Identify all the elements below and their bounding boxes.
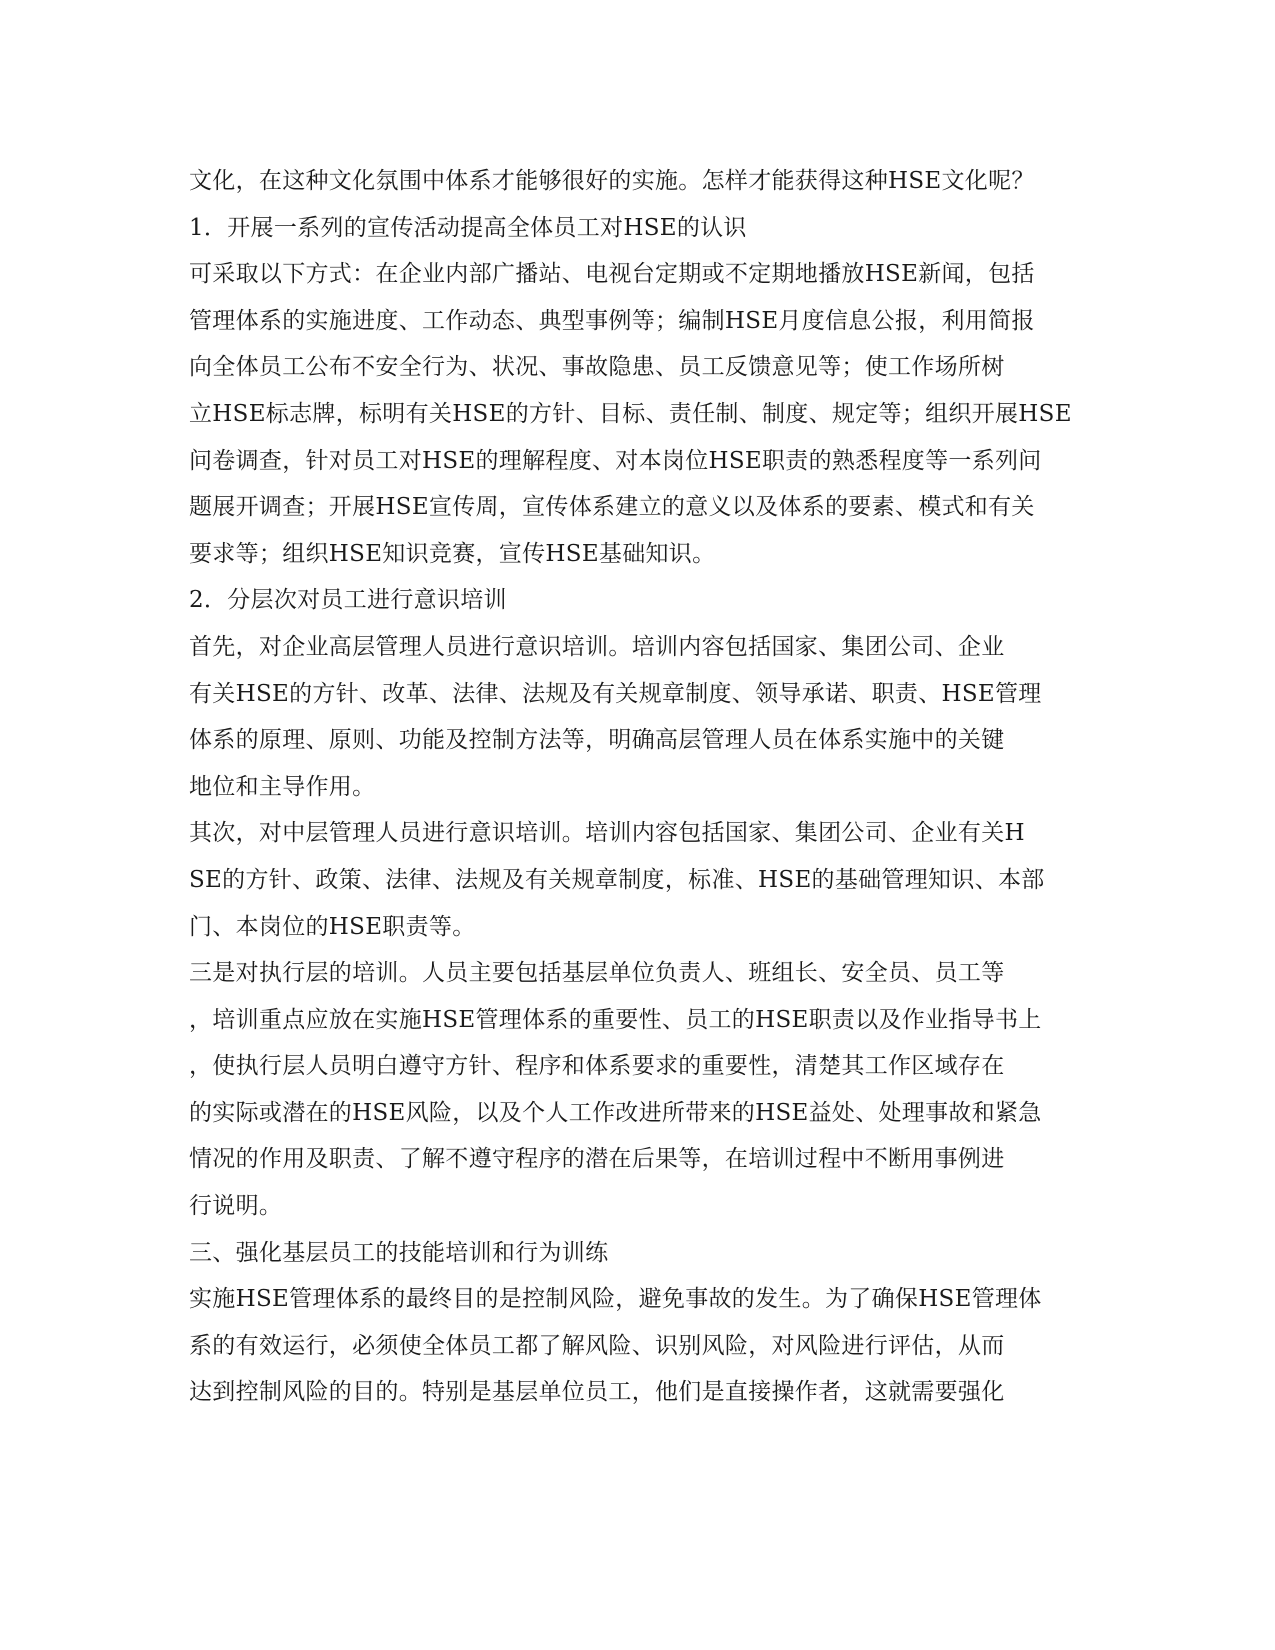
section-heading: 三、强化基层员工的技能培训和行为训练 — [189, 1239, 609, 1266]
section-heading: 1．开展一系列的宣传活动提高全体员工对HSE的认识 — [189, 214, 747, 241]
text-line: 有关HSE的方针、改革、法律、法规及有关规章制度、领导承诺、职责、HSE管理 — [189, 680, 1042, 707]
text-line: 系的有效运行，必须使全体员工都了解风险、识别风险，对风险进行评估，从而 — [189, 1332, 1005, 1359]
text-line: 向全体员工公布不安全行为、状况、事故隐患、员工反馈意见等；使工作场所树 — [189, 354, 1005, 381]
text-line: 可采取以下方式：在企业内部广播站、电视台定期或不定期地播放HSE新闻，包括 — [189, 261, 1035, 288]
text-line: 其次，对中层管理人员进行意识培训。培训内容包括国家、集团公司、企业有关H — [189, 820, 1025, 847]
text-line: 立HSE标志牌，标明有关HSE的方针、目标、责任制、制度、规定等；组织开展HSE — [189, 400, 1072, 427]
text-line: 题展开调查；开展HSE宣传周，宣传体系建立的意义以及体系的要素、模式和有关 — [189, 494, 1035, 521]
text-line: 管理体系的实施进度、工作动态、典型事例等；编制HSE月度信息公报，利用简报 — [189, 307, 1035, 334]
text-line: ，培训重点应放在实施HSE管理体系的重要性、员工的HSE职责以及作业指导书上 — [189, 1006, 1042, 1033]
text-line: ，使执行层人员明白遵守方针、程序和体系要求的重要性，清楚其工作区域存在 — [189, 1053, 1005, 1080]
text-line: SE的方针、政策、法律、法规及有关规章制度，标准、HSE的基础管理知识、本部 — [189, 866, 1045, 893]
text-line: 实施HSE管理体系的最终目的是控制风险，避免事故的发生。为了确保HSE管理体 — [189, 1286, 1042, 1313]
text-line: 情况的作用及职责、了解不遵守程序的潜在后果等，在培训过程中不断用事例进 — [189, 1146, 1005, 1173]
text-line: 要求等；组织HSE知识竞赛，宣传HSE基础知识。 — [189, 540, 716, 567]
text-line: 行说明。 — [189, 1193, 283, 1220]
text-line: 首先，对企业高层管理人员进行意识培训。培训内容包括国家、集团公司、企业 — [189, 633, 1005, 660]
text-line: 门、本岗位的HSE职责等。 — [189, 913, 476, 940]
section-heading: 2．分层次对员工进行意识培训 — [189, 587, 507, 614]
text-line: 问卷调查，针对员工对HSE的理解程度、对本岗位HSE职责的熟悉程度等一系列问 — [189, 447, 1042, 474]
text-line: 文化，在这种文化氛围中体系才能够很好的实施。怎样才能获得这种HSE文化呢？ — [189, 168, 1035, 194]
text-line: 体系的原理、原则、功能及控制方法等，明确高层管理人员在体系实施中的关键 — [189, 727, 1005, 754]
document-body — [189, 158, 1089, 1416]
text-line: 地位和主导作用。 — [189, 773, 376, 800]
text-line: 达到控制风险的目的。特别是基层单位员工，他们是直接操作者，这就需要强化 — [189, 1379, 1005, 1406]
text-line: 的实际或潜在的HSE风险，以及个人工作改进所带来的HSE益处、处理事故和紧急 — [189, 1099, 1042, 1126]
text-line: 三是对执行层的培训。人员主要包括基层单位负责人、班组长、安全员、员工等 — [189, 960, 1005, 987]
